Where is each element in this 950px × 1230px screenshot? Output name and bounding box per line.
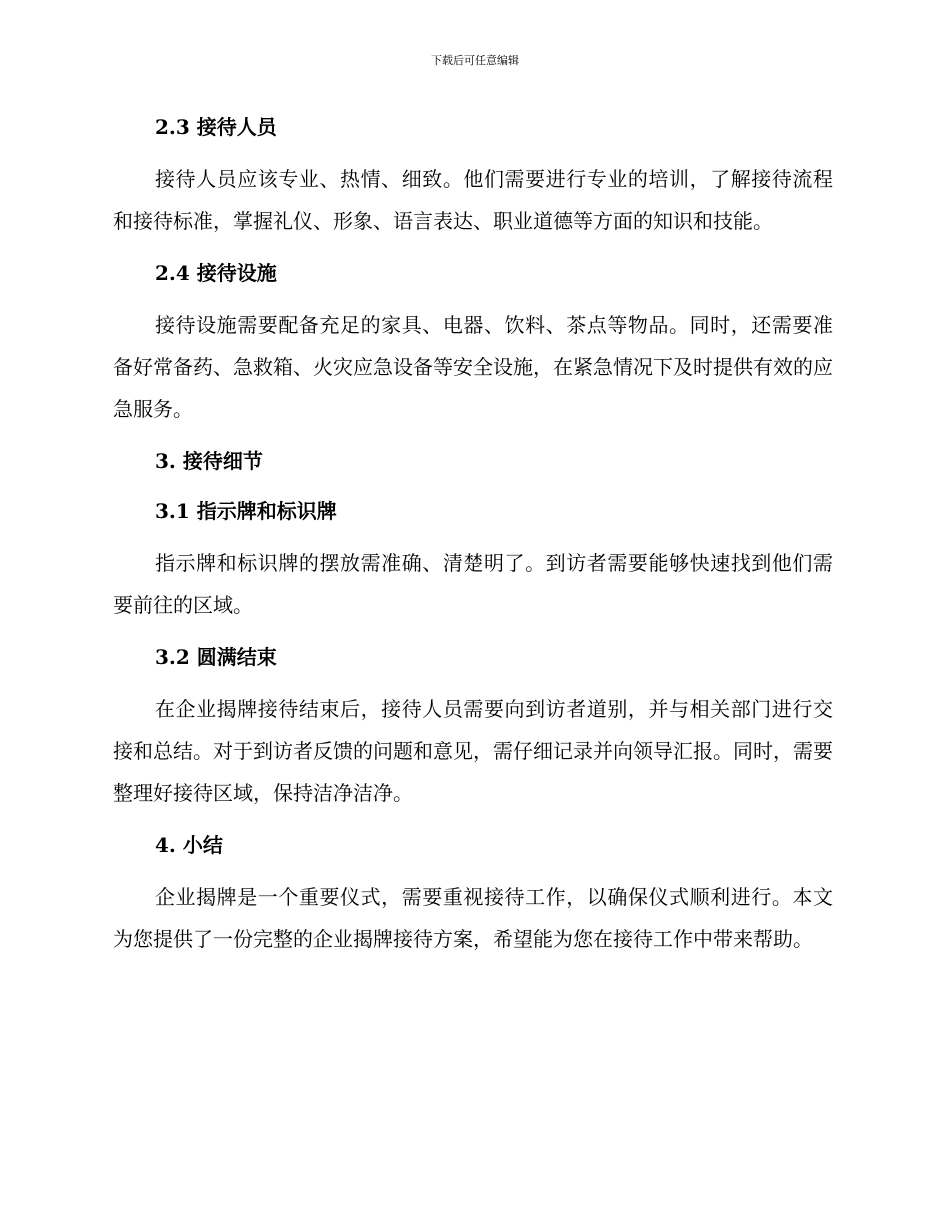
section-heading-3-2: 3.2 圆满结束 bbox=[155, 645, 277, 669]
section-heading-2-4: 2.4 接待设施 bbox=[155, 261, 277, 285]
section-heading-2-3: 2.3 接待人员 bbox=[155, 115, 277, 139]
section-heading-3-1: 3.1 指示牌和标识牌 bbox=[155, 499, 337, 523]
section-paragraph-3-1: 指示牌和标识牌的摆放需准确、清楚明了。到访者需要能够快速找到他们需要前往的区域。 bbox=[113, 551, 833, 617]
section-paragraph-2-4: 接待设施需要配备充足的家具、电器、饮料、茶点等物品。同时，还需要准备好常备药、急救箱、火灾应急设备等安全设施，在紧急情况下及时提供有效的应急服务。 bbox=[113, 313, 833, 421]
section-paragraph-2-3: 接待人员应该专业、热情、细致。他们需要进行专业的培训，了解接待流程和接待标准，掌握礼仪、形象、语言表达、职业道德等方面的知识和技能。 bbox=[113, 167, 833, 233]
section-paragraph-4: 企业揭牌是一个重要仪式，需要重视接待工作，以确保仪式顺利进行。本文为您提供了一份完整的企业揭牌接待方案，希望能为您在接待工作中带来帮助。 bbox=[113, 885, 833, 951]
section-heading-4: 4. 小结 bbox=[155, 833, 223, 857]
section-paragraph-3-2: 在企业揭牌接待结束后，接待人员需要向到访者道别，并与相关部门进行交接和总结。对于到访者反馈的问题和意见，需仔细记录并向领导汇报。同时，需要整理好接待区域，保持洁净洁净。 bbox=[113, 697, 833, 805]
section-heading-3: 3. 接待细节 bbox=[155, 449, 263, 473]
page-header: 下载后可任意编辑 bbox=[431, 54, 519, 67]
document-body bbox=[113, 108, 833, 960]
